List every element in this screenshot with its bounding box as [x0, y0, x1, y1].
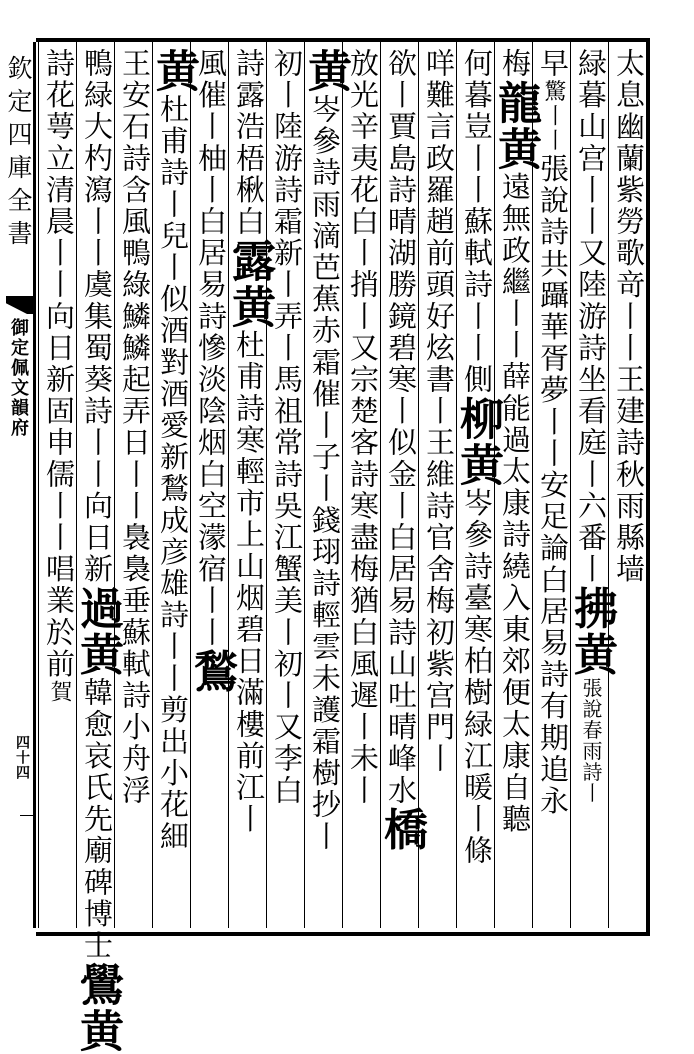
column-text: 岑參詩雨滴芭蕉赤霜催丨子丨錢珝詩輕雲未護霜樹抄丨 — [308, 94, 342, 853]
column-text: 早 — [536, 48, 570, 80]
column-text: 欲丨賈島詩晴湖勝鏡碧寒丨似金丨白居易詩山吐晴峰水 — [384, 48, 418, 807]
column-text: 何暮豈丨丨蘇軾詩丨丨側 — [460, 48, 494, 396]
column-text: 丨 — [541, 128, 566, 154]
column-text: 初丨陸游詩霜新丨弄丨馬祖常詩吳江蟹美丨初丨又李白 — [270, 48, 304, 807]
margin-book-subtitle: 御定佩文韻府 — [8, 318, 29, 438]
text-column — [566, 48, 617, 920]
headword: 拂黄 — [566, 585, 617, 678]
column-text: 鴨緑大杓瀉丨丨虞集蜀葵詩丨丨向日新 — [80, 48, 114, 586]
margin-page-number: 四十四 — [14, 735, 30, 780]
column-text: 太息幽蘭紫勞歌竒丨丨王建詩秋雨縣墙 — [612, 48, 646, 586]
column-text: 梅 — [498, 48, 532, 80]
text-column — [224, 48, 275, 920]
page-number-tick — [20, 815, 36, 816]
column-text: 詩花萼立清晨丨丨向日新固申儒丨丨唱業於前 — [42, 48, 76, 680]
annotation-text: 張說春雨詩丨 — [579, 677, 603, 804]
text-column — [115, 48, 155, 920]
headword: 過黄 — [72, 585, 123, 678]
text-column — [452, 48, 503, 920]
column-text: 張說詩共躡華胥夢丨丨安足論白居易詩有期追永 — [536, 153, 570, 818]
text-column — [376, 48, 427, 920]
column-text: 王安石詩含風鴨綠鱗鱗起弄日丨丨裊裊垂蘇軾詩小舟浮 — [118, 48, 152, 807]
column-text: 詩露浩梧楸白 — [232, 48, 266, 238]
text-column — [533, 48, 573, 920]
column-text: 驚 — [541, 79, 566, 105]
column-text: 咩難言政羅趙前頭好炫書丨王維詩官舍梅初紫宫門丨 — [422, 48, 456, 775]
headword: 黄 — [148, 48, 199, 94]
column-text: 賀 — [47, 680, 72, 705]
text-column — [186, 48, 237, 920]
text-column — [300, 48, 351, 920]
headword: 鶖 — [186, 648, 237, 695]
column-text: 白居易詩慘淡陰烟白空濛宿丨丨 — [194, 206, 228, 649]
text-column — [343, 48, 383, 920]
text-column — [609, 48, 649, 920]
headword: 露黄 — [224, 237, 275, 330]
column-text: 風催丨柚丨 — [194, 48, 228, 206]
column-text: 遠無政繼丨丨薛能過太康詩繞入東郊便太康自聽 — [498, 171, 532, 836]
text-column — [267, 48, 307, 920]
column-text: 緑暮山宫丨丨又陸游詩坐看庭丨六番丨 — [574, 48, 608, 586]
headword: 黄 — [300, 48, 351, 94]
column-text: 丨 — [541, 104, 566, 129]
headword: 柳黄 — [452, 395, 503, 488]
column-text: 杜甫詩丨兒丨似酒對酒愛新鶖成彦雄詩丨丨剪出小花細 — [156, 94, 190, 853]
text-column — [39, 48, 79, 920]
text-column — [72, 48, 123, 1054]
headword: 龍黄 — [490, 79, 541, 172]
column-text: 杜甫詩寒輕市上山烟碧日滿樓前江丨 — [232, 329, 266, 836]
headword: 橋 — [376, 806, 427, 853]
headword: 鷽黄 — [72, 961, 123, 1054]
column-text: 韓愈哀氏先廟碑博士 — [80, 677, 114, 962]
text-column — [148, 48, 199, 920]
margin-book-title: 欽定四庫全書 — [4, 55, 33, 253]
fishtail-mark — [6, 296, 36, 314]
column-text: 放光辛夷花白丨捎丨又宗楚客詩寒盡梅猶白風遲丨未丨 — [346, 48, 380, 807]
column-text: 岑參詩臺寒柏樹緑江暖丨條 — [460, 487, 494, 867]
text-column — [419, 48, 459, 920]
